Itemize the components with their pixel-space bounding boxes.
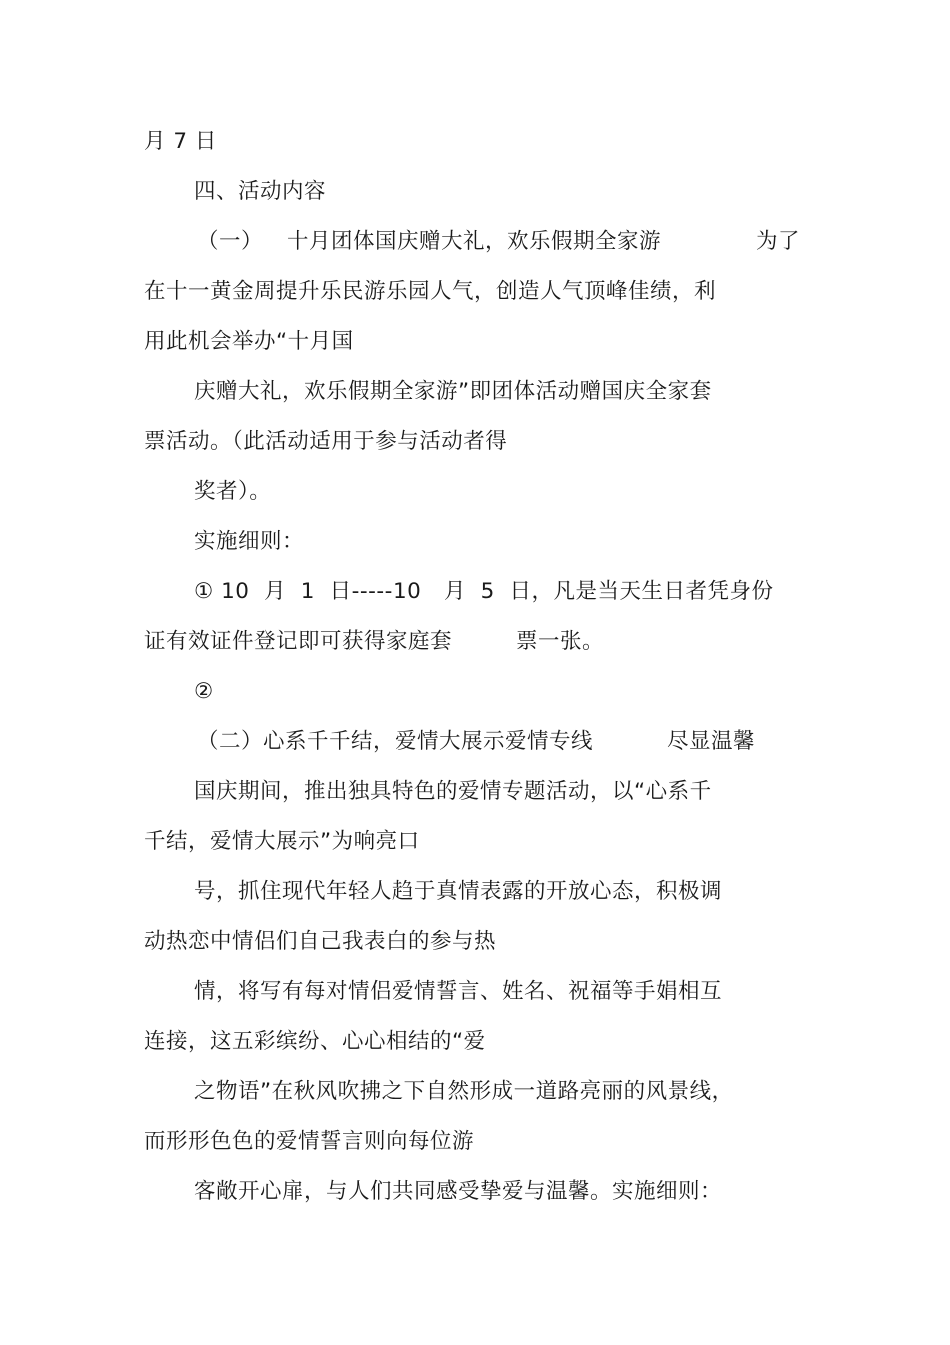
line-text: 庆赠大礼，欢乐假期全家游”即团体活动赠国庆全家套 bbox=[194, 379, 712, 404]
line-text: ② bbox=[194, 679, 214, 704]
line-text: 而形形色色的爱情誓言则向每位游 bbox=[144, 1129, 475, 1154]
text-line bbox=[144, 128, 217, 212]
heading-text: （二）心系千千结，爱情大展示爱情专线 bbox=[197, 729, 594, 754]
line-text: 在十一黄金周提升乐民游乐园人气，创造人气顶峰佳绩，利 bbox=[144, 279, 717, 304]
text-line bbox=[194, 1178, 723, 1262]
line-text: 连接，这五彩缤纷、心心相结的“爱 bbox=[144, 1029, 486, 1054]
heading-text: 四、活动内容 bbox=[194, 179, 327, 204]
line-text: 号，抓住现代年轻人趋于真情表露的开放心态，积极调 bbox=[194, 879, 723, 904]
line-text: 客敞开心扉，与人们共同感受挚爱与温馨。实施细则： bbox=[194, 1179, 723, 1204]
heading-tail: 为了 bbox=[756, 229, 801, 254]
line-text: 之物语”在秋风吹拂之下自然形成一道路亮丽的风景线， bbox=[194, 1079, 734, 1104]
line-text: 月 5 日，凡是当天生日者凭身份 bbox=[444, 579, 774, 604]
line-text: 票一张。 bbox=[516, 629, 605, 654]
heading-tail: 尽显温馨 bbox=[667, 729, 756, 754]
line-text: 票活动。（此活动适用于参与活动者得 bbox=[144, 429, 508, 454]
line-text: 实施细则： bbox=[194, 529, 305, 554]
line-text: 月 7 日 bbox=[144, 129, 217, 154]
line-text: 动热恋中情侣们自己我表白的参与热 bbox=[144, 929, 497, 954]
line-text: 情，将写有每对情侣爱情誓言、姓名、祝福等手娟相互 bbox=[194, 979, 723, 1004]
text-line bbox=[0, 628, 950, 740]
line-text: 千结，爱情大展示”为响亮口 bbox=[144, 829, 420, 854]
line-text: 用此机会举办“十月国 bbox=[144, 329, 354, 354]
text-line bbox=[144, 828, 420, 912]
text-line bbox=[144, 328, 354, 412]
line-text: ① 10 月 1 日-----10 bbox=[194, 579, 422, 604]
line-text: 奖者）。 bbox=[194, 479, 272, 504]
heading-text: 十月团体国庆赠大礼，欢乐假期全家游 bbox=[287, 229, 662, 254]
line-text: 国庆期间，推出独具特色的爱情专题活动，以“心系千 bbox=[194, 779, 712, 804]
heading-number: （一） bbox=[197, 229, 264, 254]
line-text: 证有效证件登记即可获得家庭套 bbox=[144, 629, 453, 654]
